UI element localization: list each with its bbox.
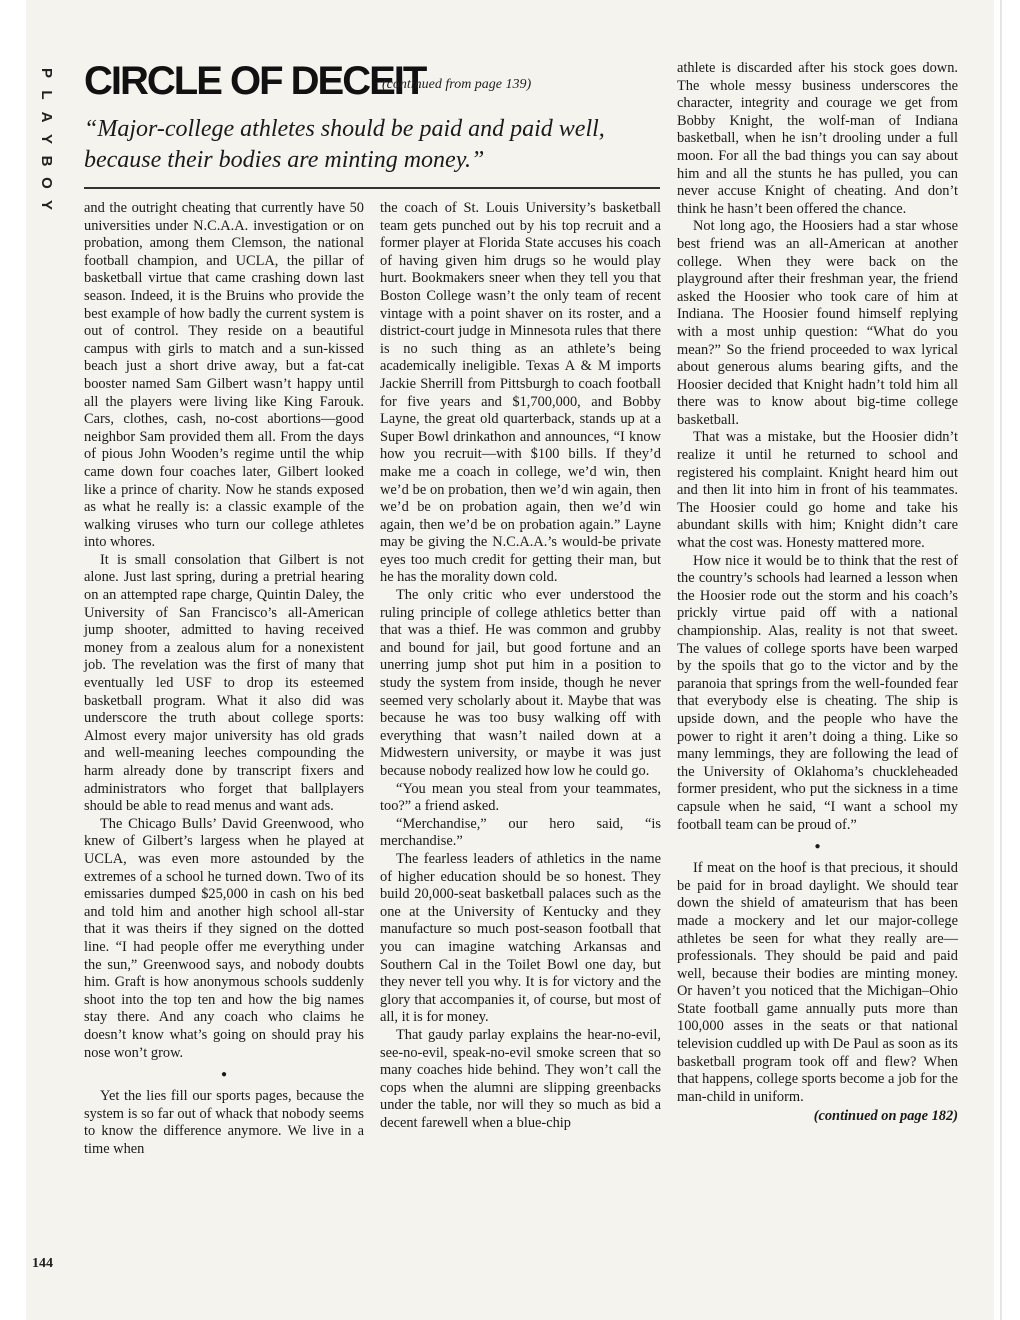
- paragraph: “You mean you steal from your teammates, too?” a friend asked.: [380, 780, 661, 815]
- paragraph: athlete is discarded after his stock goes down. The whole messy business underscores the character, integrity and courage we get from Bobby Knight, the wolf-man of Indiana basketball, when he isn’t drooling under a full moon. For all the bad things you can say about him and all the stunts he has pulled, you can never accuse Knight of cheating. And don’t think he hasn’t been offered the chance.: [677, 60, 958, 217]
- pull-quote-rule: [84, 187, 660, 189]
- continued-from-note: (continued from page 139): [382, 77, 532, 92]
- paragraph: That gaudy parlay explains the hear-no-evil, see-no-evil, speak-no-evil smoke screen that so many coaches hide behind. They won’t call the cops when the alumni are slipping greenbacks under the table, nor will they so much as bid a decent farewell when a blue-chip: [380, 1026, 661, 1131]
- column-1: [84, 200, 364, 1158]
- scan-edge: [1000, 0, 1002, 1320]
- paragraph: The fearless leaders of athletics in the name of higher education should be so honest. They build 20,000-seat basketball palaces such as the one at the University of Kentucky and they manufacture so much post-season football that you can imagine watching Arkansas and Southern Cal in the Toilet Bowl one day, but they never tell you why. It is for victory and the glory that accompanies it, of course, but most of all, it is for money.: [380, 850, 661, 1026]
- article-title: CIRCLE OF DECEIT: [84, 59, 426, 103]
- magazine-name-letter: A: [38, 111, 55, 123]
- paragraph: It is small consolation that Gilbert is not alone. Just last spring, during a pretrial hearing on an attempted rape charge, Quintin Daley, the University of San Francisco’s all-American jump shooter, admitted to having received money from a zealous alum for a nonexistent job. The revelation was the first of many that eventually led USF to drop its esteemed basketball program. What it also did was underscore the truth about college sports: Almost every major university has old grads and well-meaning leeches compounding the harm already done by transcript fixers and administrators who forget that ballplayers should be able to read menus and want ads.: [84, 551, 364, 815]
- paragraph: “Merchandise,” our hero said, “is merchandise.”: [380, 815, 661, 850]
- magazine-name-letter: L: [38, 90, 55, 100]
- magazine-name-letter: B: [38, 155, 55, 167]
- magazine-name-letter: P: [38, 67, 55, 78]
- paragraph: and the outright cheating that currently have 50 universities under N.C.A.A. investigation or on probation, among them Clemson, the national football champion, and UCLA, the pillar of basketball virtue that came crashing down last season. Indeed, it is the Bruins who provide the best example of how badly the current system is out of control. They reside on a beautiful campus with girls to match and a sun-kissed beach just a short drive away, but a fat-cat booster named Sam Gilbert wasn’t happy until all the players were living like King Farouk. Cars, clothes, cash, no-cost abortions—good neighbor Sam provided them all. From the days of pious John Wooden’s regime until the whip came down four coaches later, Gilbert looked like a prince of charity. Now he stands exposed as what he really is: a classic example of the walking viruses who turn our college athletes into whores.: [84, 200, 364, 551]
- column-3: [677, 60, 958, 1126]
- paragraph: How nice it would be to think that the rest of the country’s schools had learned a lesson when the Hoosier rode out the storm and his coach’s prickly virtue paid off with a national championship. Alas, reality is not that sweet. The values of college sports have been warped by the spoils that go to the victor and by the paranoia that springs from the well-founded fear that everybody else is cheating. The ship is upside down, and the people who have the power to right it aren’t doing a thing. Like so many lemmings, they are following the lead of the University of Oklahoma’s chuckleheaded former president, who put the sickness in a time capsule when he said, “I want a school my football team can be proud of.”: [677, 552, 958, 833]
- paragraph: The only critic who ever understood the ruling principle of college athletics better than that was a thief. He was common and grubby and bound for jail, but good fortune and an unerring jump shot put him in a position to study the system from inside, though he never seemed very scholarly about it. Maybe that was because he was too busy walking off with everything that wasn’t nailed down at a Midwestern university, or maybe it was just because nobody realized how low he could go.: [380, 587, 661, 779]
- page-number: 144: [32, 1256, 53, 1271]
- article-header: [84, 58, 660, 108]
- continued-on-note: (continued on page 182): [813, 1108, 958, 1125]
- magazine-name-letter: Y: [38, 133, 55, 144]
- paragraph: the coach of St. Louis University’s basketball team gets punched out by his top recruit and a former player at Florida State accuses his coach of having given him drugs so he would play hurt. Bookmakers sneer when they tell you that Boston College wasn’t the only team of recent vintage with a point shaver on its roster, and a district-court judge in Minnesota rules that there is no such thing as an athlete’s being academically ineligible. Texas A & M imports Jackie Sherrill from Pittsburgh to coach football for five years and $1,700,000, and Bobby Layne, the great old quarterback, stands up at a Super Bowl drinkathon and announces, “I know how you recruit—with $100 bills. If they’d make me a coach in college, we’d win, then we’d be on probation, then we’d win again, then we’d be on probation again, then we’d win again, then we’d be on probation again.” Layne may be giving the N.C.A.A.’s would-be private eyes too much credit for getting their man, but he has the morality down cold.: [380, 200, 661, 586]
- magazine-name-vertical: [38, 62, 54, 216]
- section-break-dot: ●: [220, 1069, 228, 1081]
- paragraph: Not long ago, the Hoosiers had a star whose best friend was an all-American at another college. When they were back on the playground after their freshman year, the friend asked the Hoosier who took care of him at Indiana. The Hoosier found himself replying with a most unhip question: “What do you mean?” So the friend proceeded to wax lyrical about generous alums bearing gifts, and the Hoosier decided that Knight hadn’t told him all there was to know about big-time college basketball.: [677, 218, 958, 428]
- column-2: [380, 200, 661, 1132]
- section-break-dot: ●: [814, 841, 821, 853]
- paragraph: Yet the lies fill our sports pages, because the system is so far out of whack that nobody seems to know the difference anymore. We live in a time when: [84, 1088, 364, 1157]
- paragraph: That was a mistake, but the Hoosier didn’t realize it until he returned to school and registered his complaint. Knight heard him out and then lit into him in front of his teammates. The Hoosier could go home and take his abundant skills with him; Knight didn’t care what the cost was. Honesty mattered more.: [677, 429, 958, 552]
- paragraph: If meat on the hoof is that precious, it should be paid for in broad daylight. We should tear down the shield of amateurism that has been made a mockery and let our major-college athletes be seen for what they really are—professionals. They should be paid and paid well, because their bodies are minting money. Or haven’t you noticed that the Michigan–Ohio State football game annually puts more than 100,000 asses in the seats or that national television cuddled up with De Paul as soon as its basketball program took off and flew? When that happens, college sports become a job for the man-child in uniform.: [677, 860, 958, 1105]
- magazine-name-letter: O: [38, 177, 55, 189]
- pull-quote: “Major-college athletes should be paid and paid well, because their bodies are minting money.”: [84, 116, 605, 173]
- paragraph: The Chicago Bulls’ David Greenwood, who knew of Gilbert’s largess when he played at UCLA, was even more astounded by the extremes of a school he turned down. Two of its emissaries dumped $25,000 in cash on his bed and told him and another high school all-star that it was theirs if they signed on the dotted line. “I had people offer me everything under the sun,” Greenwood says, and nobody doubts him. Graft is how anonymous schools suddenly shoot into the top ten and how the big names stay there. And any coach who claims he doesn’t know what’s going on should pray his nose won’t grow.: [84, 815, 364, 1061]
- magazine-name-letter: Y: [38, 199, 55, 210]
